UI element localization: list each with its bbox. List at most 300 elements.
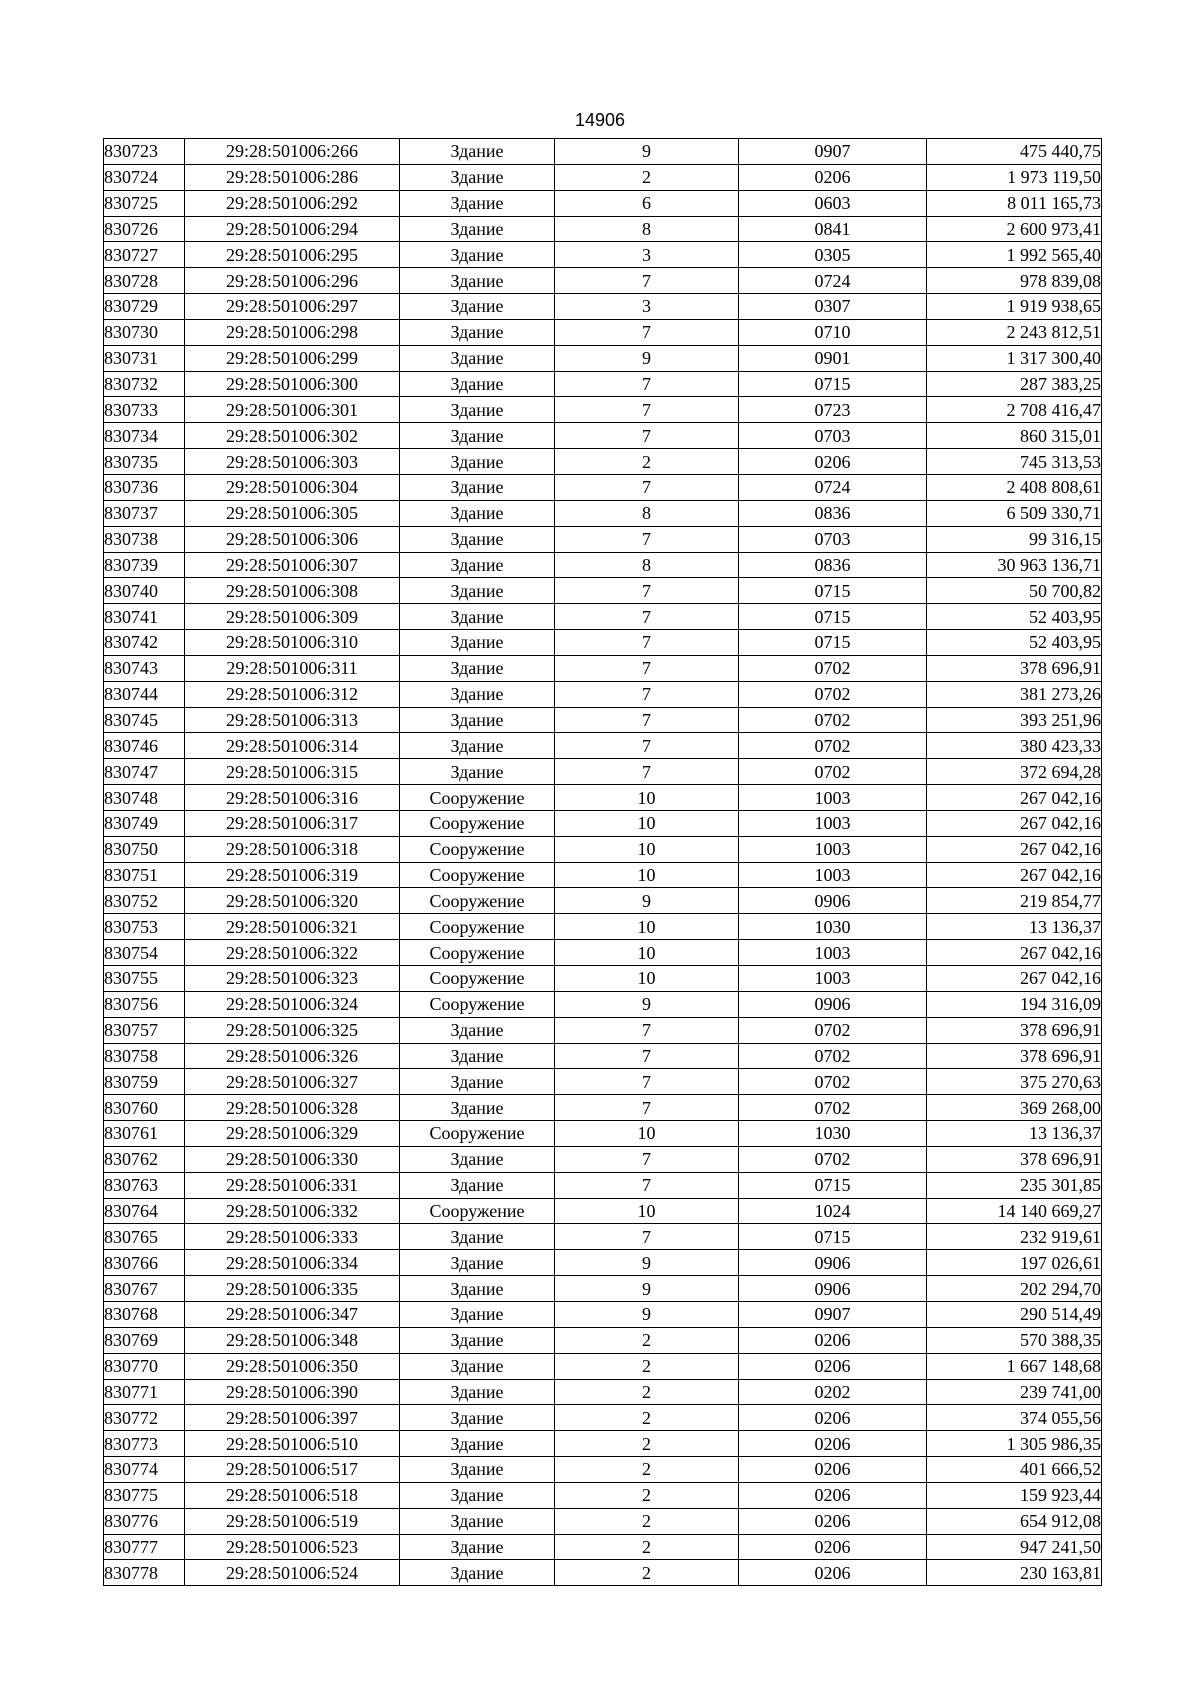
cadastral-number-cell: 29:28:501006:316 — [185, 785, 400, 811]
subgroup-code-cell: 0206 — [739, 1405, 927, 1431]
row-number-cell: 830740 — [104, 578, 185, 604]
object-type-cell: Здание — [400, 1457, 555, 1483]
object-type-cell: Здание — [400, 1353, 555, 1379]
cadastral-value-cell: 8 011 165,73 — [927, 190, 1102, 216]
group-cell: 7 — [555, 578, 739, 604]
cadastral-value-cell: 475 440,75 — [927, 139, 1102, 165]
table-row — [104, 1198, 1102, 1224]
group-cell: 7 — [555, 1095, 739, 1121]
object-type-cell: Сооружение — [400, 785, 555, 811]
cadastral-value-cell: 267 042,16 — [927, 836, 1102, 862]
table-row — [104, 1482, 1102, 1508]
group-cell: 7 — [555, 759, 739, 785]
row-number-cell: 830763 — [104, 1172, 185, 1198]
cadastral-value-cell: 401 666,52 — [927, 1457, 1102, 1483]
object-type-cell: Здание — [400, 1043, 555, 1069]
subgroup-code-cell: 0702 — [739, 1043, 927, 1069]
cadastral-value-cell: 654 912,08 — [927, 1508, 1102, 1534]
object-type-cell: Здание — [400, 1327, 555, 1353]
row-number-cell: 830768 — [104, 1301, 185, 1327]
subgroup-code-cell: 0206 — [739, 1508, 927, 1534]
group-cell: 7 — [555, 371, 739, 397]
cadastral-value-cell: 1 919 938,65 — [927, 294, 1102, 320]
table-row — [104, 1095, 1102, 1121]
object-type-cell: Здание — [400, 242, 555, 268]
cadastral-value-cell: 2 243 812,51 — [927, 319, 1102, 345]
object-type-cell: Сооружение — [400, 836, 555, 862]
cadastral-number-cell: 29:28:501006:347 — [185, 1301, 400, 1327]
cadastral-value-cell: 381 273,26 — [927, 681, 1102, 707]
cadastral-number-cell: 29:28:501006:327 — [185, 1069, 400, 1095]
cadastral-value-table — [103, 138, 1102, 1586]
row-number-cell: 830747 — [104, 759, 185, 785]
object-type-cell: Здание — [400, 397, 555, 423]
group-cell: 7 — [555, 681, 739, 707]
group-cell: 2 — [555, 1379, 739, 1405]
table-row — [104, 294, 1102, 320]
cadastral-value-cell: 947 241,50 — [927, 1534, 1102, 1560]
cadastral-value-cell: 380 423,33 — [927, 733, 1102, 759]
group-cell: 7 — [555, 1146, 739, 1172]
subgroup-code-cell: 0702 — [739, 1017, 927, 1043]
table-row — [104, 1560, 1102, 1586]
row-number-cell: 830729 — [104, 294, 185, 320]
row-number-cell: 830762 — [104, 1146, 185, 1172]
object-type-cell: Сооружение — [400, 940, 555, 966]
table-row — [104, 190, 1102, 216]
subgroup-code-cell: 0901 — [739, 345, 927, 371]
table-row — [104, 810, 1102, 836]
row-number-cell: 830754 — [104, 940, 185, 966]
subgroup-code-cell: 0702 — [739, 1069, 927, 1095]
cadastral-value-cell: 159 923,44 — [927, 1482, 1102, 1508]
row-number-cell: 830750 — [104, 836, 185, 862]
object-type-cell: Здание — [400, 1017, 555, 1043]
group-cell: 7 — [555, 526, 739, 552]
cadastral-value-cell: 1 305 986,35 — [927, 1431, 1102, 1457]
subgroup-code-cell: 0836 — [739, 552, 927, 578]
table-row — [104, 1146, 1102, 1172]
cadastral-value-cell: 194 316,09 — [927, 991, 1102, 1017]
subgroup-code-cell: 1003 — [739, 966, 927, 992]
row-number-cell: 830766 — [104, 1250, 185, 1276]
table-row — [104, 1457, 1102, 1483]
group-cell: 2 — [555, 1431, 739, 1457]
table-row — [104, 1508, 1102, 1534]
group-cell: 7 — [555, 1043, 739, 1069]
row-number-cell: 830723 — [104, 139, 185, 165]
group-cell: 2 — [555, 1508, 739, 1534]
table-row — [104, 578, 1102, 604]
row-number-cell: 830777 — [104, 1534, 185, 1560]
object-type-cell: Здание — [400, 1172, 555, 1198]
object-type-cell: Здание — [400, 294, 555, 320]
table-row — [104, 1069, 1102, 1095]
cadastral-number-cell: 29:28:501006:315 — [185, 759, 400, 785]
row-number-cell: 830776 — [104, 1508, 185, 1534]
cadastral-number-cell: 29:28:501006:350 — [185, 1353, 400, 1379]
subgroup-code-cell: 0702 — [739, 1095, 927, 1121]
group-cell: 9 — [555, 1276, 739, 1302]
cadastral-number-cell: 29:28:501006:309 — [185, 604, 400, 630]
subgroup-code-cell: 0703 — [739, 423, 927, 449]
group-cell: 6 — [555, 190, 739, 216]
object-type-cell: Здание — [400, 319, 555, 345]
row-number-cell: 830749 — [104, 810, 185, 836]
cadastral-number-cell: 29:28:501006:518 — [185, 1482, 400, 1508]
row-number-cell: 830773 — [104, 1431, 185, 1457]
table-row — [104, 655, 1102, 681]
table-row — [104, 397, 1102, 423]
cadastral-value-cell: 369 268,00 — [927, 1095, 1102, 1121]
subgroup-code-cell: 0906 — [739, 1250, 927, 1276]
group-cell: 2 — [555, 1353, 739, 1379]
group-cell: 8 — [555, 500, 739, 526]
group-cell: 2 — [555, 1560, 739, 1586]
subgroup-code-cell: 0603 — [739, 190, 927, 216]
cadastral-number-cell: 29:28:501006:322 — [185, 940, 400, 966]
page-number: 14906 — [574, 110, 626, 130]
group-cell: 7 — [555, 1224, 739, 1250]
row-number-cell: 830728 — [104, 268, 185, 294]
cadastral-number-cell: 29:28:501006:299 — [185, 345, 400, 371]
cadastral-number-cell: 29:28:501006:329 — [185, 1121, 400, 1147]
cadastral-value-cell: 1 667 148,68 — [927, 1353, 1102, 1379]
subgroup-code-cell: 1003 — [739, 940, 927, 966]
cadastral-value-cell: 860 315,01 — [927, 423, 1102, 449]
subgroup-code-cell: 0703 — [739, 526, 927, 552]
object-type-cell: Здание — [400, 1379, 555, 1405]
cadastral-number-cell: 29:28:501006:333 — [185, 1224, 400, 1250]
subgroup-code-cell: 1003 — [739, 862, 927, 888]
object-type-cell: Здание — [400, 139, 555, 165]
cadastral-number-cell: 29:28:501006:294 — [185, 216, 400, 242]
table-row — [104, 1301, 1102, 1327]
row-number-cell: 830742 — [104, 630, 185, 656]
group-cell: 7 — [555, 604, 739, 630]
object-type-cell: Здание — [400, 1405, 555, 1431]
object-type-cell: Здание — [400, 1508, 555, 1534]
cadastral-value-cell: 1 317 300,40 — [927, 345, 1102, 371]
subgroup-code-cell: 0906 — [739, 888, 927, 914]
group-cell: 3 — [555, 242, 739, 268]
table-row — [104, 345, 1102, 371]
cadastral-value-cell: 978 839,08 — [927, 268, 1102, 294]
cadastral-number-cell: 29:28:501006:323 — [185, 966, 400, 992]
cadastral-value-cell: 6 509 330,71 — [927, 500, 1102, 526]
row-number-cell: 830738 — [104, 526, 185, 552]
cadastral-value-cell: 267 042,16 — [927, 966, 1102, 992]
row-number-cell: 830761 — [104, 1121, 185, 1147]
group-cell: 8 — [555, 216, 739, 242]
table-row — [104, 1405, 1102, 1431]
row-number-cell: 830755 — [104, 966, 185, 992]
cadastral-number-cell: 29:28:501006:317 — [185, 810, 400, 836]
table-row — [104, 500, 1102, 526]
subgroup-code-cell: 0307 — [739, 294, 927, 320]
table-row — [104, 991, 1102, 1017]
table-row — [104, 449, 1102, 475]
row-number-cell: 830732 — [104, 371, 185, 397]
cadastral-number-cell: 29:28:501006:292 — [185, 190, 400, 216]
object-type-cell: Здание — [400, 655, 555, 681]
cadastral-number-cell: 29:28:501006:302 — [185, 423, 400, 449]
row-number-cell: 830739 — [104, 552, 185, 578]
cadastral-number-cell: 29:28:501006:324 — [185, 991, 400, 1017]
cadastral-value-cell: 1 992 565,40 — [927, 242, 1102, 268]
group-cell: 7 — [555, 707, 739, 733]
group-cell: 2 — [555, 1405, 739, 1431]
object-type-cell: Здание — [400, 164, 555, 190]
row-number-cell: 830743 — [104, 655, 185, 681]
table-row — [104, 319, 1102, 345]
group-cell: 7 — [555, 1017, 739, 1043]
group-cell: 7 — [555, 268, 739, 294]
cadastral-value-cell: 287 383,25 — [927, 371, 1102, 397]
cadastral-value-cell: 197 026,61 — [927, 1250, 1102, 1276]
table-row — [104, 1276, 1102, 1302]
cadastral-number-cell: 29:28:501006:524 — [185, 1560, 400, 1586]
cadastral-number-cell: 29:28:501006:301 — [185, 397, 400, 423]
cadastral-value-cell: 13 136,37 — [927, 1121, 1102, 1147]
table-row — [104, 268, 1102, 294]
subgroup-code-cell: 0702 — [739, 707, 927, 733]
cadastral-value-cell: 378 696,91 — [927, 1043, 1102, 1069]
group-cell: 10 — [555, 1121, 739, 1147]
object-type-cell: Здание — [400, 423, 555, 449]
cadastral-number-cell: 29:28:501006:312 — [185, 681, 400, 707]
row-number-cell: 830765 — [104, 1224, 185, 1250]
subgroup-code-cell: 0702 — [739, 681, 927, 707]
cadastral-number-cell: 29:28:501006:303 — [185, 449, 400, 475]
object-type-cell: Здание — [400, 604, 555, 630]
row-number-cell: 830751 — [104, 862, 185, 888]
cadastral-number-cell: 29:28:501006:319 — [185, 862, 400, 888]
subgroup-code-cell: 1003 — [739, 785, 927, 811]
table-row — [104, 1534, 1102, 1560]
group-cell: 2 — [555, 164, 739, 190]
row-number-cell: 830735 — [104, 449, 185, 475]
cadastral-number-cell: 29:28:501006:304 — [185, 474, 400, 500]
table-body — [104, 139, 1102, 1586]
cadastral-value-cell: 230 163,81 — [927, 1560, 1102, 1586]
cadastral-value-cell: 378 696,91 — [927, 1146, 1102, 1172]
cadastral-number-cell: 29:28:501006:306 — [185, 526, 400, 552]
table-row — [104, 1224, 1102, 1250]
object-type-cell: Здание — [400, 1301, 555, 1327]
cadastral-number-cell: 29:28:501006:328 — [185, 1095, 400, 1121]
group-cell: 10 — [555, 966, 739, 992]
subgroup-code-cell: 0206 — [739, 1457, 927, 1483]
cadastral-number-cell: 29:28:501006:314 — [185, 733, 400, 759]
cadastral-number-cell: 29:28:501006:335 — [185, 1276, 400, 1302]
cadastral-number-cell: 29:28:501006:310 — [185, 630, 400, 656]
cadastral-number-cell: 29:28:501006:523 — [185, 1534, 400, 1560]
cadastral-value-cell: 393 251,96 — [927, 707, 1102, 733]
table-row — [104, 1431, 1102, 1457]
table-row — [104, 526, 1102, 552]
table-row — [104, 423, 1102, 449]
object-type-cell: Здание — [400, 216, 555, 242]
table-row — [104, 914, 1102, 940]
table-row — [104, 759, 1102, 785]
subgroup-code-cell: 0723 — [739, 397, 927, 423]
row-number-cell: 830737 — [104, 500, 185, 526]
row-number-cell: 830725 — [104, 190, 185, 216]
cadastral-number-cell: 29:28:501006:320 — [185, 888, 400, 914]
object-type-cell: Здание — [400, 1276, 555, 1302]
object-type-cell: Здание — [400, 1095, 555, 1121]
cadastral-value-cell: 372 694,28 — [927, 759, 1102, 785]
object-type-cell: Здание — [400, 733, 555, 759]
cadastral-value-cell: 99 316,15 — [927, 526, 1102, 552]
subgroup-code-cell: 1003 — [739, 836, 927, 862]
object-type-cell: Здание — [400, 578, 555, 604]
cadastral-value-cell: 267 042,16 — [927, 810, 1102, 836]
table-row — [104, 552, 1102, 578]
row-number-cell: 830752 — [104, 888, 185, 914]
table-row — [104, 681, 1102, 707]
object-type-cell: Здание — [400, 1146, 555, 1172]
cadastral-number-cell: 29:28:501006:517 — [185, 1457, 400, 1483]
table-row — [104, 707, 1102, 733]
subgroup-code-cell: 1003 — [739, 810, 927, 836]
object-type-cell: Здание — [400, 345, 555, 371]
group-cell: 10 — [555, 810, 739, 836]
row-number-cell: 830767 — [104, 1276, 185, 1302]
cadastral-number-cell: 29:28:501006:519 — [185, 1508, 400, 1534]
cadastral-number-cell: 29:28:501006:348 — [185, 1327, 400, 1353]
group-cell: 7 — [555, 397, 739, 423]
row-number-cell: 830746 — [104, 733, 185, 759]
object-type-cell: Здание — [400, 500, 555, 526]
subgroup-code-cell: 0715 — [739, 371, 927, 397]
subgroup-code-cell: 0702 — [739, 655, 927, 681]
cadastral-value-cell: 267 042,16 — [927, 940, 1102, 966]
row-number-cell: 830726 — [104, 216, 185, 242]
cadastral-value-cell: 202 294,70 — [927, 1276, 1102, 1302]
object-type-cell: Здание — [400, 1560, 555, 1586]
group-cell: 7 — [555, 1069, 739, 1095]
subgroup-code-cell: 0702 — [739, 733, 927, 759]
object-type-cell: Сооружение — [400, 1198, 555, 1224]
cadastral-number-cell: 29:28:501006:308 — [185, 578, 400, 604]
cadastral-number-cell: 29:28:501006:510 — [185, 1431, 400, 1457]
row-number-cell: 830745 — [104, 707, 185, 733]
row-number-cell: 830778 — [104, 1560, 185, 1586]
table-row — [104, 164, 1102, 190]
object-type-cell: Сооружение — [400, 810, 555, 836]
cadastral-number-cell: 29:28:501006:295 — [185, 242, 400, 268]
object-type-cell: Здание — [400, 371, 555, 397]
group-cell: 2 — [555, 1534, 739, 1560]
object-type-cell: Сооружение — [400, 914, 555, 940]
cadastral-value-cell: 267 042,16 — [927, 785, 1102, 811]
subgroup-code-cell: 0206 — [739, 1327, 927, 1353]
group-cell: 7 — [555, 423, 739, 449]
row-number-cell: 830772 — [104, 1405, 185, 1431]
cadastral-number-cell: 29:28:501006:332 — [185, 1198, 400, 1224]
object-type-cell: Здание — [400, 1482, 555, 1508]
table-row — [104, 604, 1102, 630]
group-cell: 8 — [555, 552, 739, 578]
table-row — [104, 216, 1102, 242]
cadastral-value-cell: 30 963 136,71 — [927, 552, 1102, 578]
group-cell: 10 — [555, 914, 739, 940]
row-number-cell: 830759 — [104, 1069, 185, 1095]
row-number-cell: 830727 — [104, 242, 185, 268]
subgroup-code-cell: 1024 — [739, 1198, 927, 1224]
row-number-cell: 830730 — [104, 319, 185, 345]
group-cell: 10 — [555, 836, 739, 862]
group-cell: 9 — [555, 991, 739, 1017]
subgroup-code-cell: 0906 — [739, 991, 927, 1017]
subgroup-code-cell: 0841 — [739, 216, 927, 242]
subgroup-code-cell: 0715 — [739, 630, 927, 656]
object-type-cell: Сооружение — [400, 1121, 555, 1147]
row-number-cell: 830771 — [104, 1379, 185, 1405]
cadastral-number-cell: 29:28:501006:390 — [185, 1379, 400, 1405]
object-type-cell: Сооружение — [400, 991, 555, 1017]
cadastral-number-cell: 29:28:501006:286 — [185, 164, 400, 190]
group-cell: 10 — [555, 785, 739, 811]
object-type-cell: Здание — [400, 449, 555, 475]
object-type-cell: Здание — [400, 268, 555, 294]
cadastral-value-cell: 13 136,37 — [927, 914, 1102, 940]
row-number-cell: 830734 — [104, 423, 185, 449]
object-type-cell: Здание — [400, 474, 555, 500]
cadastral-value-cell: 290 514,49 — [927, 1301, 1102, 1327]
object-type-cell: Здание — [400, 1431, 555, 1457]
row-number-cell: 830731 — [104, 345, 185, 371]
cadastral-value-cell: 570 388,35 — [927, 1327, 1102, 1353]
cadastral-value-cell: 267 042,16 — [927, 862, 1102, 888]
table-row — [104, 371, 1102, 397]
group-cell: 10 — [555, 862, 739, 888]
cadastral-number-cell: 29:28:501006:307 — [185, 552, 400, 578]
subgroup-code-cell: 0206 — [739, 1560, 927, 1586]
subgroup-code-cell: 1030 — [739, 914, 927, 940]
row-number-cell: 830741 — [104, 604, 185, 630]
object-type-cell: Здание — [400, 1224, 555, 1250]
cadastral-number-cell: 29:28:501006:325 — [185, 1017, 400, 1043]
group-cell: 2 — [555, 449, 739, 475]
cadastral-number-cell: 29:28:501006:297 — [185, 294, 400, 320]
subgroup-code-cell: 0715 — [739, 1224, 927, 1250]
table-row — [104, 1379, 1102, 1405]
row-number-cell: 830757 — [104, 1017, 185, 1043]
cadastral-value-cell: 50 700,82 — [927, 578, 1102, 604]
object-type-cell: Здание — [400, 552, 555, 578]
subgroup-code-cell: 0715 — [739, 578, 927, 604]
cadastral-number-cell: 29:28:501006:321 — [185, 914, 400, 940]
row-number-cell: 830764 — [104, 1198, 185, 1224]
object-type-cell: Здание — [400, 707, 555, 733]
group-cell: 7 — [555, 655, 739, 681]
cadastral-value-cell: 378 696,91 — [927, 655, 1102, 681]
table-row — [104, 1043, 1102, 1069]
subgroup-code-cell: 0907 — [739, 1301, 927, 1327]
group-cell: 2 — [555, 1327, 739, 1353]
cadastral-number-cell: 29:28:501006:326 — [185, 1043, 400, 1069]
cadastral-value-cell: 2 408 808,61 — [927, 474, 1102, 500]
group-cell: 9 — [555, 888, 739, 914]
object-type-cell: Здание — [400, 1534, 555, 1560]
row-number-cell: 830733 — [104, 397, 185, 423]
row-number-cell: 830769 — [104, 1327, 185, 1353]
cadastral-number-cell: 29:28:501006:296 — [185, 268, 400, 294]
cadastral-value-cell: 2 600 973,41 — [927, 216, 1102, 242]
